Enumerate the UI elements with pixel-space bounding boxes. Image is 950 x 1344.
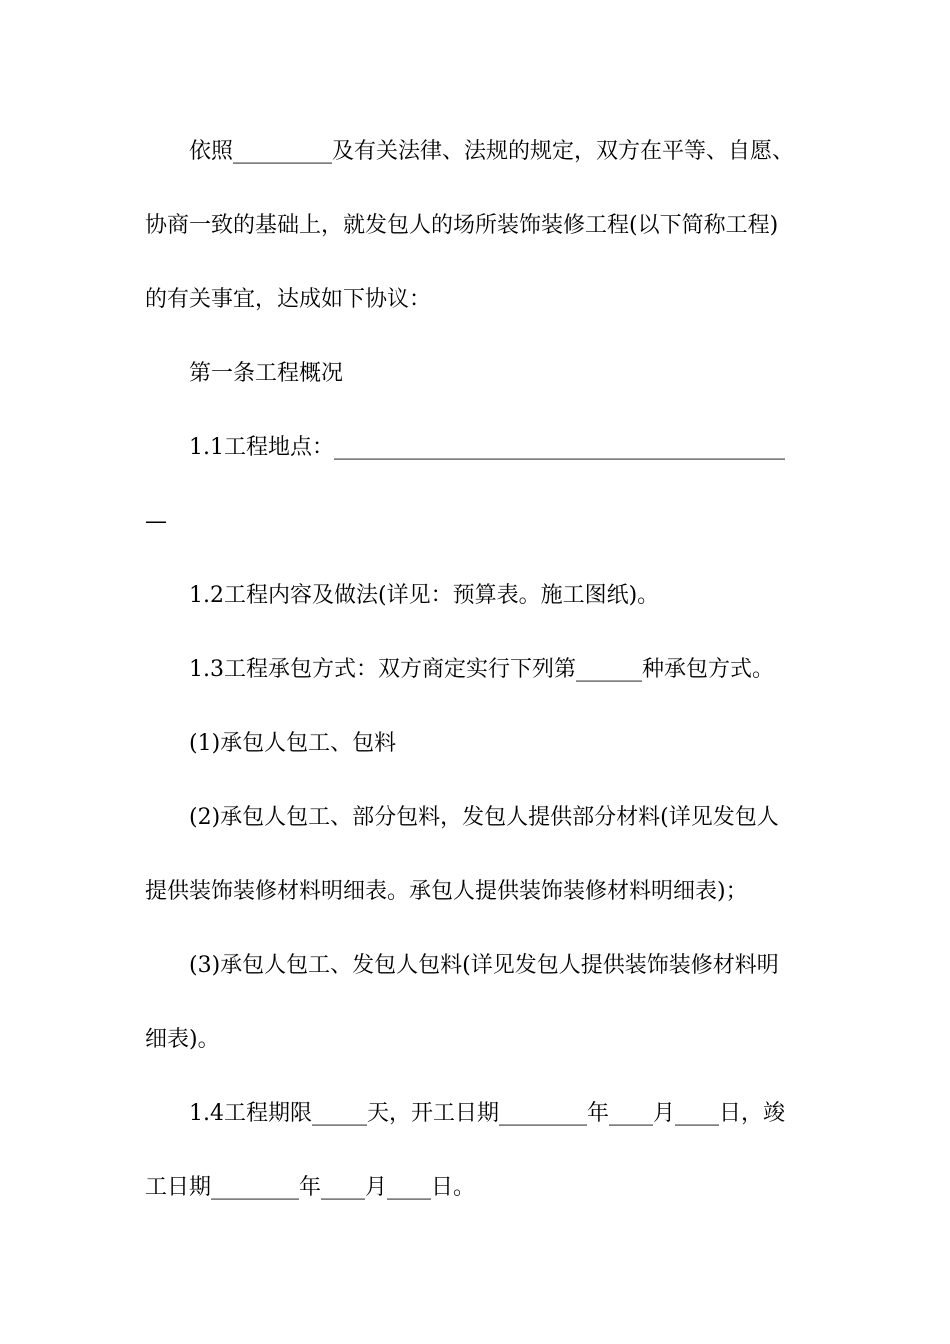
- clause-1-4-period-line-2: 工日期________年____月____日。: [145, 1175, 476, 1200]
- clause-1-1-location: 1.1工程地点：_________________________________________: [189, 435, 785, 460]
- paragraph-intro-line-3: 的有关事宜，达成如下协议：: [145, 287, 432, 312]
- option-2-line-2: 提供装饰装修材料明细表。承包人提供装饰装修材料明细表)；: [145, 879, 748, 904]
- option-2-line-1: (2)承包人包工、部分包料，发包人提供部分材料(详见发包人: [189, 805, 779, 830]
- option-1: (1)承包人包工、包料: [189, 731, 397, 756]
- paragraph-intro-line-2: 协商一致的基础上，就发包人的场所装饰装修工程(以下简称工程): [145, 213, 779, 238]
- clause-1-4-period-line-1: 1.4工程期限_____天，开工日期________年____月____日，竣: [189, 1101, 785, 1126]
- clause-1-1-continuation: —: [145, 509, 167, 534]
- clause-1-3-method: 1.3工程承包方式：双方商定实行下列第______种承包方式。: [189, 657, 774, 682]
- paragraph-intro-line-1: 依照_________及有关法律、法规的规定，双方在平等、自愿、: [189, 139, 795, 164]
- clause-1-2-content: 1.2工程内容及做法(详见：预算表。施工图纸)。: [189, 583, 660, 608]
- option-3-line-1: (3)承包人包工、发包人包料(详见发包人提供装饰装修材料明: [189, 953, 779, 978]
- option-3-line-2: 细表)。: [145, 1027, 220, 1052]
- section-heading-article-1: 第一条工程概况: [189, 361, 344, 386]
